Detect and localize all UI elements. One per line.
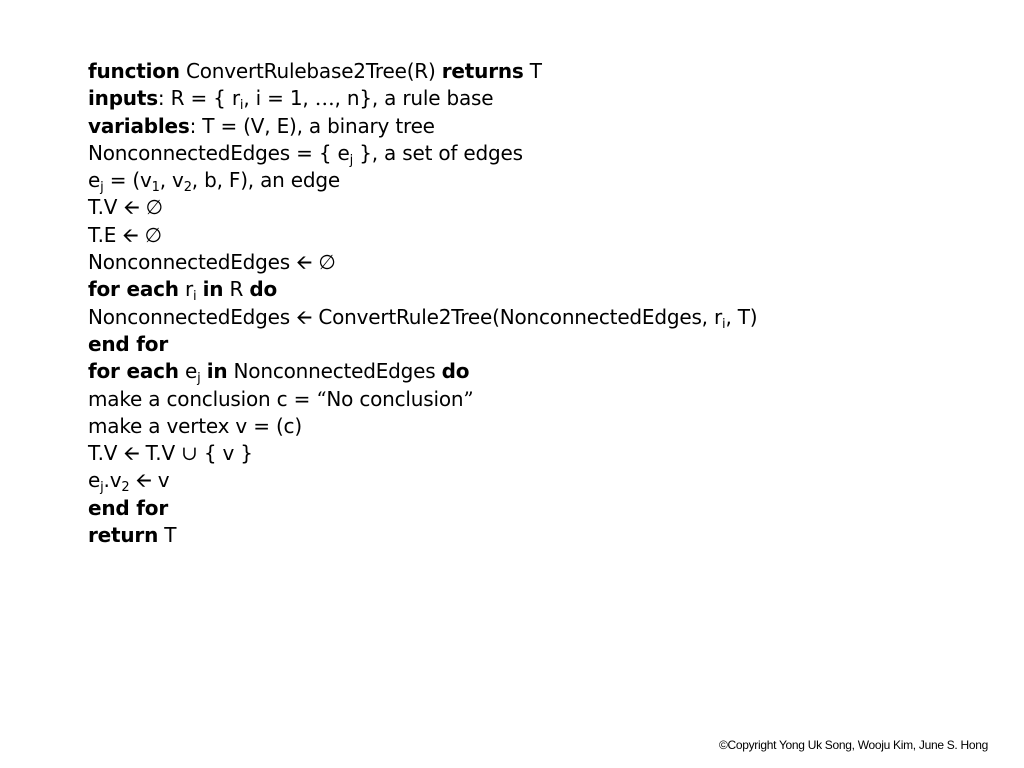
keyword-in: in (202, 277, 224, 302)
loop-collection: NonconnectedEdges (227, 359, 442, 384)
end-for-line-1 (88, 331, 757, 358)
edges-def-text-1: NonconnectedEdges = { e (88, 140, 350, 165)
return-type: T (529, 59, 542, 83)
subscript-j: j (100, 480, 104, 496)
keyword-inputs: inputs (88, 86, 158, 111)
add-vertex-text-1: T.V (88, 441, 124, 466)
subscript-i: i (722, 316, 726, 332)
edge-def-line (88, 167, 757, 194)
keyword-function: function (88, 59, 180, 83)
init-edges-line (88, 249, 757, 276)
keyword-in: in (206, 359, 228, 384)
keyword-end-for: end for (88, 331, 168, 356)
convert-rule-text-1: NonconnectedEdges (88, 304, 297, 329)
init-te-text: T.E (88, 222, 123, 247)
empty-set-icon: ∅ (318, 250, 336, 275)
return-line (88, 522, 757, 549)
make-vertex-line (88, 413, 757, 440)
loop-var: e (178, 359, 198, 384)
edges-def-text-2: }, a set of edges (353, 140, 523, 165)
assign-arrow-icon: 🡨 (296, 250, 313, 275)
subscript-i: i (193, 289, 197, 305)
inputs-line (88, 85, 757, 112)
variables-line (88, 113, 757, 140)
add-vertex-text-2: T.V (139, 441, 182, 466)
assign-arrow-icon: 🡨 (122, 222, 139, 247)
keyword-for-each: for each (88, 359, 179, 384)
copyright-notice: ©Copyright Yong Uk Song, Wooju Kim, June S. Hong (718, 738, 988, 752)
subscript-2: 2 (183, 180, 192, 196)
edge-def-text-2: = (v (103, 168, 152, 193)
keyword-for-each: for each (88, 277, 179, 302)
subscript-1: 1 (151, 180, 160, 196)
edge-def-text-1: e (88, 168, 101, 193)
edge-def-text-4: , b, F), an edge (191, 168, 341, 193)
inputs-text-2: , i = 1, (243, 86, 315, 111)
keyword-do: do (249, 277, 277, 302)
init-tv-text: T.V (88, 195, 124, 220)
ellipsis: … (314, 86, 335, 111)
algorithm-pseudocode (88, 58, 757, 549)
close-quote: ” (463, 386, 474, 411)
edge-def-text-3: , v (159, 168, 184, 193)
convert-rule-text-2: ConvertRule2Tree(NonconnectedEdges, r (312, 304, 723, 329)
subscript-i: i (239, 98, 244, 114)
loop-var: r (178, 277, 194, 302)
return-value: T (158, 523, 177, 548)
subscript-j: j (349, 152, 354, 168)
assign-edge-vertex-line (88, 467, 757, 494)
function-name: ConvertRulebase2Tree(R) (186, 59, 436, 83)
make-vertex-text: make a vertex v = (c) (88, 413, 302, 438)
keyword-variables: variables (88, 113, 190, 138)
assign-arrow-icon: 🡨 (296, 304, 313, 329)
union-icon: ∪ (181, 441, 198, 466)
edge-var: e (88, 468, 101, 493)
keyword-end-for: end for (88, 495, 168, 520)
add-vertex-line (88, 440, 757, 467)
assigned-value: v (151, 468, 170, 493)
variables-text: : T = (V, E), a binary tree (189, 113, 435, 138)
nonconnected-edges-def-line (88, 140, 757, 167)
for-each-rule-line (88, 276, 757, 303)
init-te-line (88, 222, 757, 249)
init-edges-text: NonconnectedEdges (88, 250, 297, 275)
assign-arrow-icon: 🡨 (123, 195, 140, 220)
empty-set-icon: ∅ (144, 222, 162, 247)
convert-rule-line (88, 304, 757, 331)
keyword-returns: returns (441, 59, 524, 83)
subscript-2: 2 (121, 480, 130, 496)
add-vertex-text-3: { v } (197, 441, 253, 466)
open-quote: “ (316, 386, 327, 411)
end-for-line-2 (88, 495, 757, 522)
keyword-return: return (88, 523, 159, 548)
convert-rule-text-3: , T) (725, 304, 758, 329)
inputs-text-1: : R = { r (157, 86, 240, 111)
conclusion-value: No conclusion (326, 386, 464, 411)
for-each-edge-line (88, 358, 757, 385)
make-conclusion-line (88, 386, 757, 413)
assign-arrow-icon: 🡨 (135, 468, 152, 493)
assign-arrow-icon: 🡨 (123, 441, 140, 466)
subscript-j: j (100, 180, 104, 196)
loop-collection: R (223, 277, 250, 302)
subscript-j: j (197, 371, 201, 387)
edge-field: .v (103, 468, 122, 493)
keyword-do: do (441, 359, 470, 384)
init-tv-line (88, 194, 757, 221)
make-conclusion-text: make a conclusion c = (88, 386, 317, 411)
empty-set-icon: ∅ (145, 195, 163, 220)
inputs-text-3: , n}, a rule base (334, 86, 494, 111)
function-signature-line (88, 58, 757, 85)
